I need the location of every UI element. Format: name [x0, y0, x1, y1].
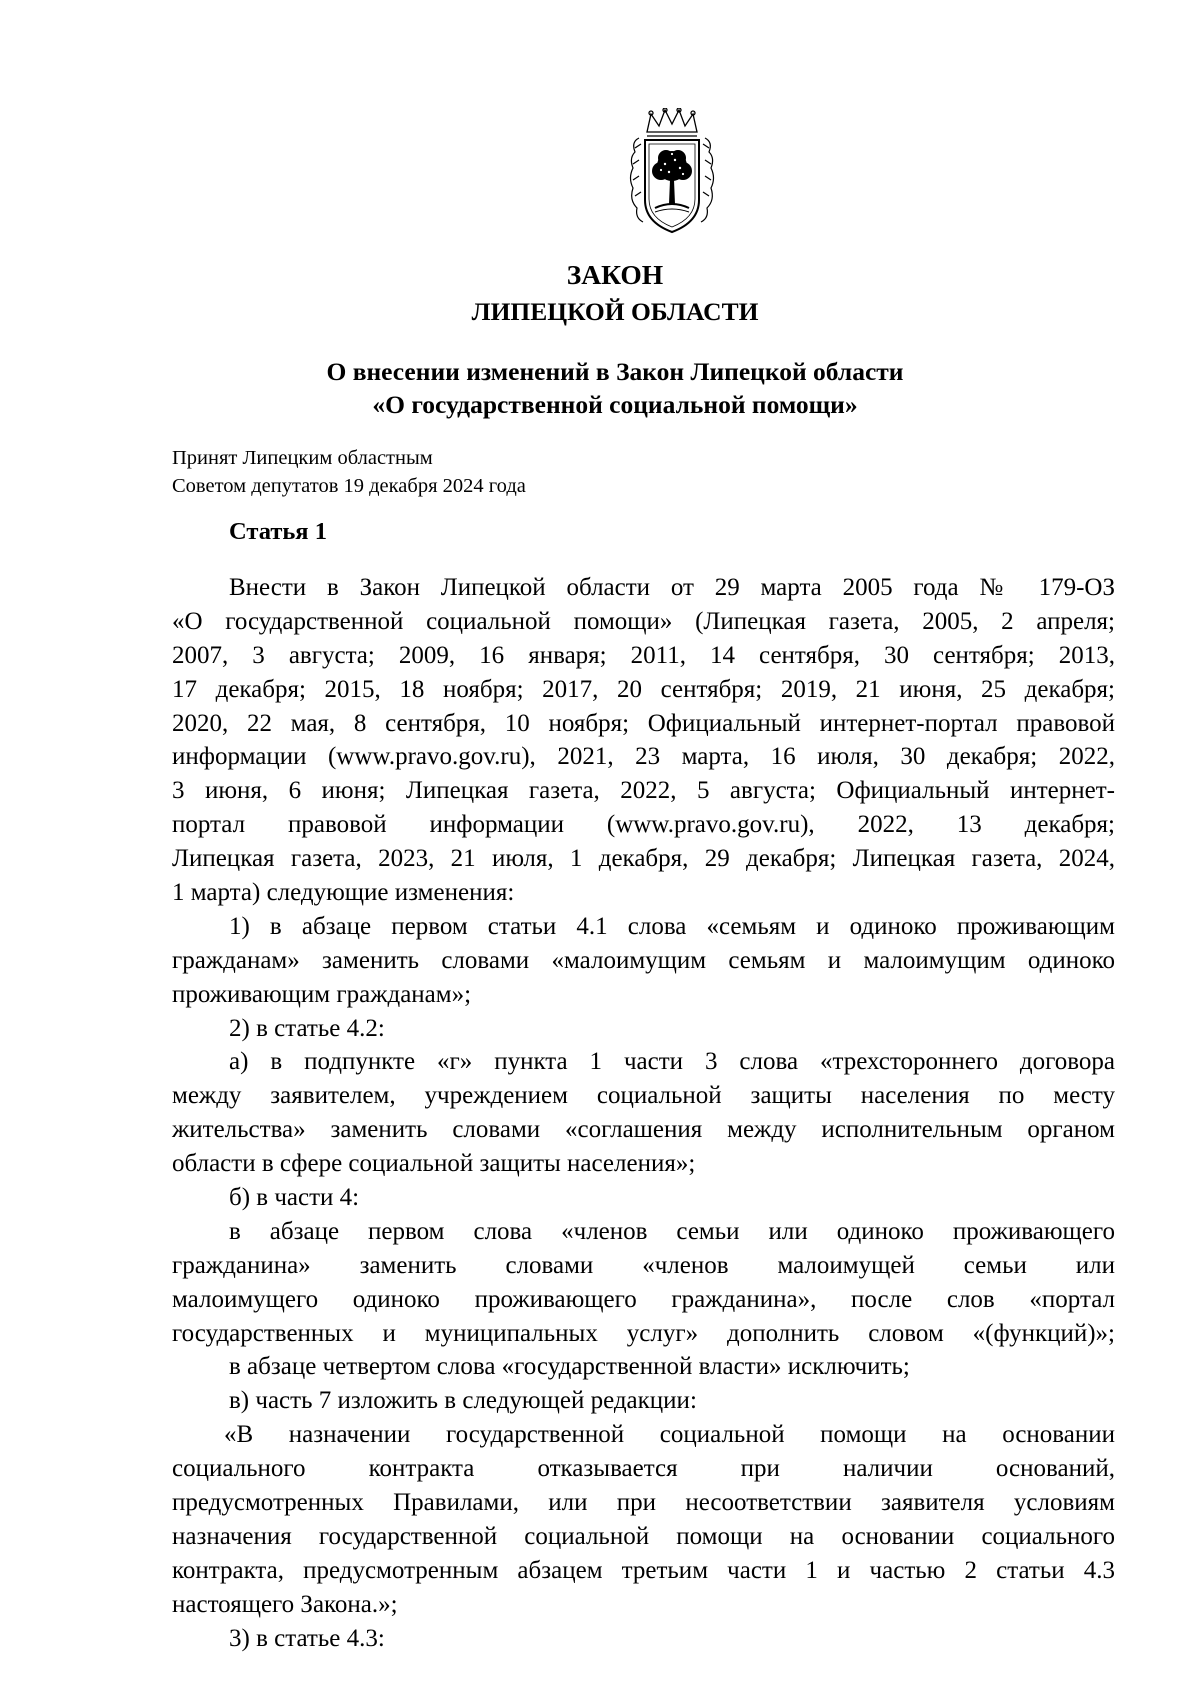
text-line: жительства» заменить словами «соглашения между исполнительным органом — [172, 1116, 1115, 1144]
text-line: б) в части 4: — [229, 1184, 360, 1212]
coat-of-arms-icon — [625, 108, 720, 236]
article-heading: Статья 1 — [229, 518, 327, 545]
text-line: между заявителем, учреждением социальной защиты населения по месту — [172, 1082, 1115, 1110]
text-line: области в сфере социальной защиты населения»; — [172, 1150, 696, 1178]
text-line: настоящего Закона.»; — [172, 1590, 398, 1618]
text-line: назначения государственной социальной помощи на основании социального — [172, 1522, 1115, 1550]
text-line: проживающим гражданам»; — [172, 980, 472, 1008]
text-line: гражданам» заменить словами «малоимущим семьям и малоимущим одиноко — [172, 946, 1115, 974]
text-line: а) в подпункте «г» пункта 1 части 3 слова «трехстороннего договора — [229, 1048, 1115, 1076]
text-line: информации (www.pravo.gov.ru), 2021, 23 марта, 16 июля, 30 декабря; 2022, — [172, 743, 1115, 771]
text-line: 1) в абзаце первом статьи 4.1 слова «семьям и одиноко проживающим — [229, 912, 1115, 940]
text-line: в абзаце первом слова «членов семьи или одиноко проживающего — [229, 1217, 1115, 1245]
law-title: ЗАКОН — [566, 259, 664, 290]
text-line: государственных и муниципальных услуг» дополнить словом «(функций)»; — [172, 1319, 1115, 1347]
text-line: 2020, 22 мая, 8 сентября, 10 ноября; Официальный интернет-портал правовой — [172, 709, 1115, 737]
text-line: 3) в статье 4.3: — [229, 1624, 385, 1652]
text-line: Липецкая газета, 2023, 21 июля, 1 декабря, 29 декабря; Липецкая газета, 2024, — [172, 845, 1115, 873]
text-line: социального контракта отказывается при наличии оснований, — [172, 1455, 1115, 1483]
text-line: 17 декабря; 2015, 18 ноября; 2017, 20 сентября; 2019, 21 июня, 25 декабря; — [172, 675, 1115, 703]
text-line: гражданина» заменить словами «членов малоимущей семьи или — [172, 1251, 1115, 1279]
text-line: портал правовой информации (www.pravo.gov.ru), 2022, 13 декабря; — [172, 811, 1115, 839]
text-line: 2) в статье 4.2: — [229, 1014, 385, 1042]
text-line: «В назначении государственной социальной помощи на основании — [224, 1421, 1115, 1449]
text-line: 3 июня, 6 июня; Липецкая газета, 2022, 5 августа; Официальный интернет- — [172, 777, 1115, 805]
adoption-line: Принят Липецким областным — [172, 447, 433, 469]
subtitle-line: О внесении изменений в Закон Липецкой области — [326, 357, 904, 386]
text-line: контракта, предусмотренным абзацем третьим части 1 и частью 2 статьи 4.3 — [172, 1556, 1115, 1584]
law-region: ЛИПЕЦКОЙ ОБЛАСТИ — [471, 297, 759, 326]
adoption-line: Советом депутатов 19 декабря 2024 года — [172, 475, 526, 497]
subtitle-line: «О государственной социальной помощи» — [372, 390, 858, 419]
text-line: «О государственной социальной помощи» (Липецкая газета, 2005, 2 апреля; — [172, 607, 1115, 635]
text-line: в) часть 7 изложить в следующей редакции: — [229, 1387, 697, 1415]
adoption-note — [172, 444, 526, 500]
text-line: 2007, 3 августа; 2009, 16 января; 2011, 14 сентября, 30 сентября; 2013, — [172, 641, 1115, 669]
text-line: 1 марта) следующие изменения: — [172, 879, 515, 907]
text-line: малоимущего одиноко проживающего гражданина», после слов «портал — [172, 1285, 1115, 1313]
text-line: Внести в Закон Липецкой области от 29 марта 2005 года № 179-ОЗ — [229, 574, 1115, 601]
law-subtitle — [0, 355, 1200, 421]
article-body — [172, 571, 1115, 1656]
text-line: предусмотренных Правилами, или при несоответствии заявителя условиям — [172, 1489, 1115, 1517]
text-line: в абзаце четвертом слова «государственной власти» исключить; — [229, 1353, 910, 1381]
